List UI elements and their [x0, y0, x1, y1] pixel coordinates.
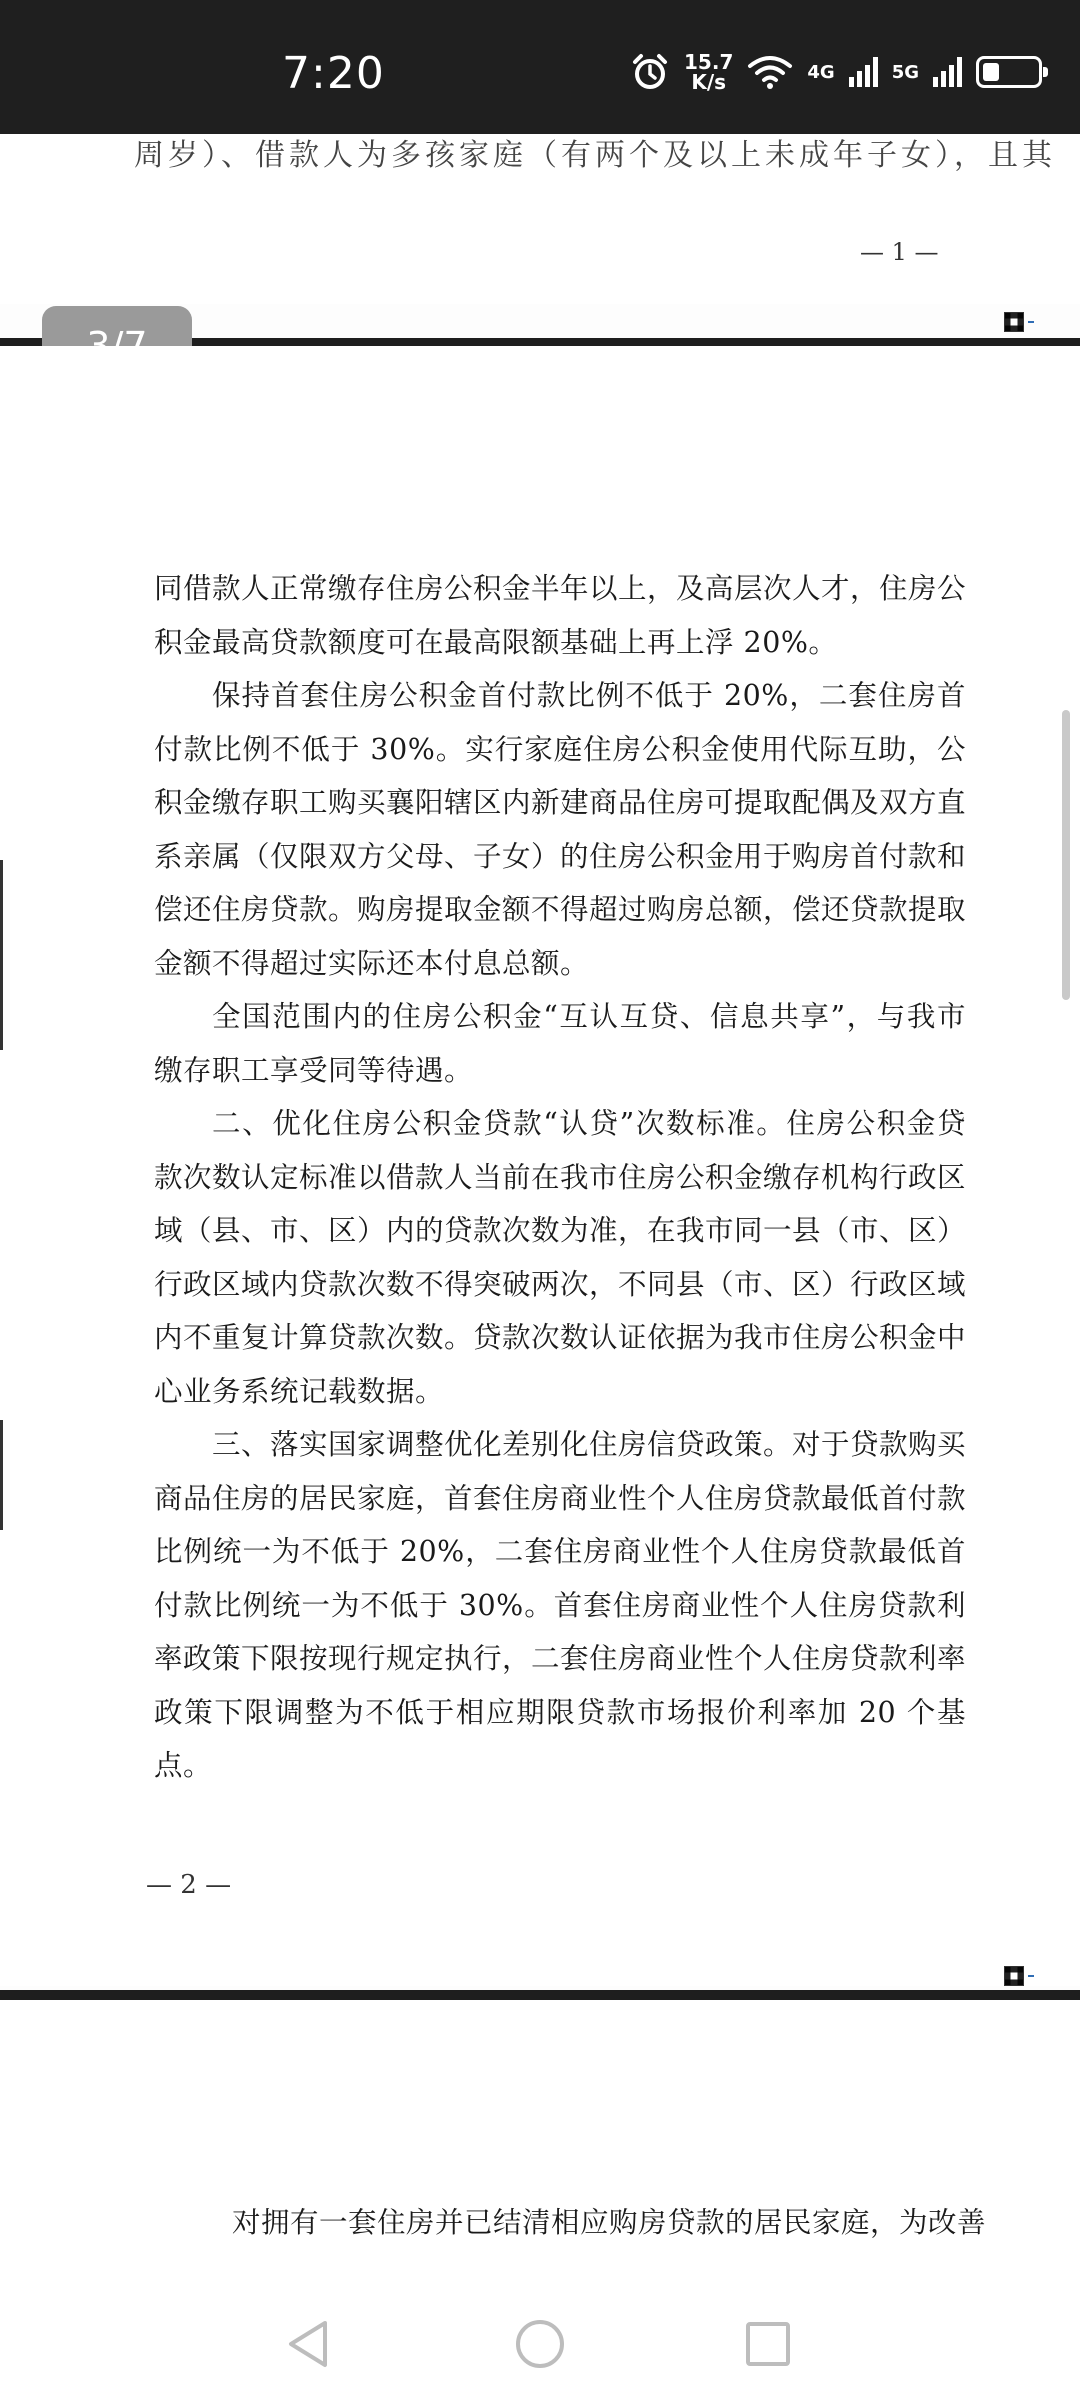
signal-icon — [849, 57, 878, 87]
paragraph: 保持首套住房公积金首付款比例不低于 20%，二套住房首付款比例不低于 30%。实行家庭住房公积金使用代际互助，公积金缴存职工购买襄阳辖区内新建商品住房可提取配偶及双方直系亲属（仅限双方父母、子女）的住房公积金用于购房首付款和偿还住房贷款。购房提取金额不得超过购房总额，偿还贷款提取金额不得超过实际还本付息总额。 — [154, 679, 967, 980]
back-icon — [285, 2319, 331, 2369]
home-button[interactable] — [512, 2316, 568, 2372]
wifi-icon — [747, 54, 793, 90]
home-icon — [514, 2318, 566, 2370]
document-page-2[interactable] — [0, 346, 1080, 1986]
recents-button[interactable] — [740, 2316, 796, 2372]
qr-watermark — [1004, 312, 1034, 332]
scanner-logo-icon — [1028, 321, 1034, 323]
speed-value: 15.7 — [684, 50, 734, 74]
page2-number: — 2 — — [146, 1870, 232, 1900]
document-page-1 — [0, 134, 1080, 304]
network-5g — [892, 62, 919, 83]
qr-code-icon — [1004, 1966, 1024, 1986]
status-icons — [630, 52, 1042, 92]
recents-icon — [744, 2320, 792, 2368]
scanner-logo-icon — [1028, 1975, 1034, 1977]
status-time: 7:20 — [282, 48, 385, 99]
signal-icon — [933, 57, 962, 87]
alarm-icon — [630, 52, 670, 92]
page-edge-mark — [0, 860, 3, 1050]
page1-cut-text: 周岁）、借款人为多孩家庭（有两个及以上未成年子女），且其 — [134, 138, 1056, 173]
scrollbar-thumb[interactable] — [1062, 710, 1070, 1000]
paragraph: 三、落实国家调整优化差别化住房信贷政策。对于贷款购买商品住房的居民家庭，首套住房商业性个人住房贷款最低首付款比例统一为不低于 20%，二套住房商业性个人住房贷款最低首付款比例统一为不低于 30%。首套住房商业性个人住房贷款利率政策下限按现行规定执行，二套住房商业性个人住房贷款利率政策下限调整为不低于相应期限贷款市场报价利率加 20 个基点。 — [154, 1428, 967, 1782]
network-4g — [807, 62, 834, 83]
paragraph: 同借款人正常缴存住房公积金半年以上，及高层次人才，住房公积金最高贷款额度可在最高限额基础上再上浮 20%。 — [154, 572, 967, 659]
speed-unit: K/s — [691, 70, 727, 94]
qr-code-icon — [1004, 312, 1024, 332]
paragraph: 二、优化住房公积金贷款“认贷”次数标准。住房公积金贷款次数认定标准以借款人当前在我市住房公积金缴存机构行政区域（县、市、区）内的贷款次数为准，在我市同一县（市、区）行政区域内贷款次数不得突破两次，不同县（市、区）行政区域内不重复计算贷款次数。贷款次数认证依据为我市住房公积金中心业务系统记载数据。 — [154, 1107, 967, 1408]
net-5g-label: 5G — [891, 61, 919, 83]
qr-watermark — [1004, 1966, 1034, 1986]
page-divider — [0, 1990, 1080, 2000]
battery-icon — [976, 56, 1042, 88]
page-edge-mark — [0, 1420, 3, 1530]
back-button[interactable] — [280, 2316, 336, 2372]
paragraph: 全国范围内的住房公积金“互认互贷、信息共享”，与我市缴存职工享受同等待遇。 — [154, 1000, 966, 1087]
navigation-bar — [0, 2290, 1080, 2400]
page1-number: — 1 — — [860, 238, 939, 266]
status-bar — [0, 0, 1080, 134]
net-4g-label: 4G — [807, 61, 835, 83]
page2-body — [154, 562, 966, 1793]
network-speed — [684, 52, 733, 92]
page3-first-line: 对拥有一套住房并已结清相应购房贷款的居民家庭，为改善 — [232, 2206, 987, 2239]
